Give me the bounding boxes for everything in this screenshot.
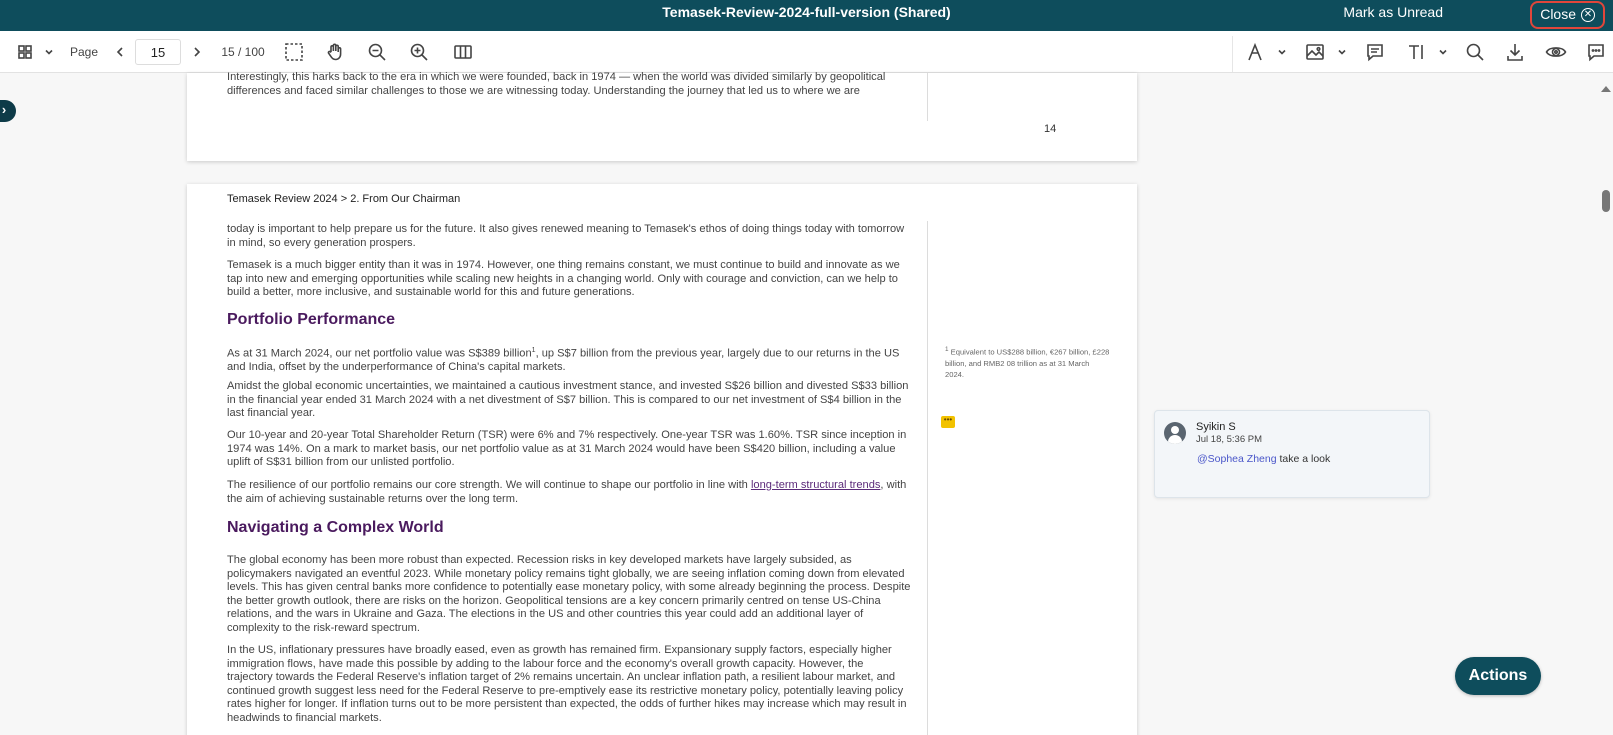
long-term-structural-trends-link[interactable]: long-term structural trends <box>750 479 881 491</box>
page-14-paragraph: Interestingly, this harks back to the era in which we were founded, back in 1974 — when the world was divided similarly by geopolitical differences and faced similar challenges to those we are witnessing today. Understanding the journey that led us to where we are <box>227 71 886 97</box>
download-icon[interactable] <box>1503 39 1527 65</box>
viewer-toolbar <box>0 31 1613 73</box>
marquee-select-icon[interactable] <box>282 39 306 65</box>
footnote-text: Equivalent to US$288 billion, €267 billion, £228 billion, and RMB2 08 trillion as at 31 March 2024. <box>945 347 1110 380</box>
avatar <box>1164 422 1186 444</box>
footnote-number: 1 <box>945 346 949 353</box>
title-bar <box>0 0 1613 31</box>
paragraph: In the US, inflationary pressures have broadly eased, even as growth has remained firm. Expansionary supply factors, especially higher immigration flows, have made this possible by adding to the labour force and the economy's overall growth capacity. However, the trajectory towards the Federal Reserve's inflation target of 2% remains uncertain. An unclear inflation path, a resilient labour market, and continued growth suggest less need for the Federal Reserve to pre-emptively ease its restrictive monetary policy, potentially leaving policy rates higher for longer. If inflation turns out to be more persistent than expected, the odds of further hikes may increase which may result in headwinds to financial markets. <box>227 644 907 724</box>
paragraph: The global economy has been more robust than expected. Recession risks in key developed markets have largely subsided, as policymakers navigated an eventful 2023. While monetary policy remains tight globally, we are seeing inflation coming down from elevated levels. This has given central banks more confidence to potentially ease monetary policy, with some already beginning the process. Despite the better growth outlook, there are risks on the horizon. Geopolitical tensions are a key concern primarily centred on tense US-China relations, and the wars in Ukraine and Gaza. The elections in the US and other countries this year could add an additional layer of complexity to the risk-reward spectrum. <box>227 554 911 634</box>
view-visibility-eye-icon[interactable] <box>1543 39 1569 65</box>
zoom-in-icon[interactable] <box>407 39 431 65</box>
text-options-chevron-down-icon[interactable] <box>1436 39 1450 65</box>
comment-card[interactable] <box>1154 410 1430 498</box>
paragraph-text: As at 31 March 2024, our net portfolio value was S$389 billion <box>227 347 532 360</box>
paragraph: today is important to help prepare us for the future. It also gives renewed meaning to Temasek's ethos of doing things today with tomorrow in mind, so every generation prospers. <box>227 223 905 249</box>
paragraph <box>227 344 912 375</box>
paragraph: Amidst the global economic uncertainties, we maintained a cautious investment stance, and invested S$26 billion and divested S$33 billion in the financial year ended 31 March 2024 with a net divestment of S$7 billion. This is compared to our net investment of S$4 billion in the last financial year. <box>227 380 909 420</box>
comments-panel-icon[interactable] <box>1585 39 1607 65</box>
footnote <box>945 344 1110 381</box>
image-icon[interactable] <box>1303 39 1327 65</box>
breadcrumb: Temasek Review 2024 > 2. From Our Chairman <box>227 193 461 205</box>
page-layout-icon[interactable] <box>451 39 475 65</box>
view-options-chevron-down-icon[interactable] <box>42 39 56 65</box>
section-heading-portfolio-performance: Portfolio Performance <box>227 311 396 328</box>
comment-text: take a look <box>1279 453 1331 465</box>
margin-divider <box>927 221 928 735</box>
paragraph-text: The resilience of our portfolio remains our core strength. We will continue to shape our portfolio in line with <box>227 479 751 491</box>
pdf-page-15 <box>187 184 1137 735</box>
paragraph: Temasek is a much bigger entity than it was in 1974. However, one thing remains constant, we must continue to build and innovate as we tap into new and emerging opportunities while scaling new heights in a changing world. Only with courage and conviction, can we help to build a better, more inclusive, and sustainable world for this and future generations. <box>227 259 900 299</box>
comment-body <box>1197 453 1330 465</box>
page-label: Page <box>69 45 99 59</box>
pdf-page-14 <box>187 73 1137 161</box>
section-heading-navigating-a-complex-world: Navigating a Complex World <box>227 519 444 536</box>
paragraph-text: , with the aim of achieving sustainable returns over the long term. <box>227 479 907 505</box>
image-options-chevron-down-icon[interactable] <box>1335 39 1349 65</box>
page-number: 14 <box>1044 123 1057 135</box>
scroll-up-arrow-icon[interactable] <box>1601 86 1611 92</box>
zoom-out-icon[interactable] <box>365 39 389 65</box>
thumbnails-icon[interactable] <box>14 39 36 65</box>
paragraph-text: , up S$7 billion from the previous year, largely due to our returns in the US and India, offset by the underperformance of China's capital markets. <box>227 347 900 374</box>
draw-pen-icon[interactable] <box>1244 39 1266 65</box>
next-page-icon[interactable] <box>187 39 207 65</box>
previous-page-icon[interactable] <box>110 39 130 65</box>
expand-sidebar-chevron-icon[interactable]: › <box>0 100 16 122</box>
document-title: Temasek-Review-2024-full-version (Shared) <box>662 4 951 20</box>
footnote-marker: 1 <box>531 347 536 354</box>
pan-hand-icon[interactable] <box>323 39 347 65</box>
comment-author: Syikin S <box>1196 421 1236 433</box>
page-number-input[interactable] <box>135 39 181 65</box>
actions-button[interactable]: Actions <box>1455 657 1541 695</box>
comment-mention[interactable]: @Sophea Zheng <box>1197 453 1277 465</box>
scrollbar-thumb[interactable] <box>1602 190 1610 212</box>
add-comment-icon[interactable] <box>1363 39 1387 65</box>
draw-options-chevron-down-icon[interactable] <box>1275 39 1289 65</box>
vertical-scrollbar[interactable] <box>1598 80 1613 735</box>
search-icon[interactable] <box>1463 39 1487 65</box>
paragraph: Our 10-year and 20-year Total Shareholder Return (TSR) were 6% and 7% respectively. One-year TSR was 1.60%. TSR since inception in 1974 was 14%. On a mark to market basis, our net portfolio value as at 31 March 2024 would have been S$420 billion, including a value uplift of S$31 billion from our unlisted portfolio. <box>227 429 907 469</box>
text-tool-icon[interactable] <box>1405 39 1429 65</box>
mark-as-unread-button[interactable]: Mark as Unread <box>1343 4 1443 20</box>
page-count: 15 / 100 <box>221 45 265 59</box>
toolbar-divider <box>1232 36 1233 72</box>
close-icon: ✕ <box>1581 8 1595 22</box>
close-label: Close <box>1540 6 1576 22</box>
close-button[interactable] <box>1530 1 1605 29</box>
paragraph <box>227 479 912 506</box>
comment-timestamp: Jul 18, 5:36 PM <box>1196 434 1263 445</box>
comment-note-icon[interactable]: ••• <box>941 416 955 428</box>
margin-divider <box>927 73 928 121</box>
